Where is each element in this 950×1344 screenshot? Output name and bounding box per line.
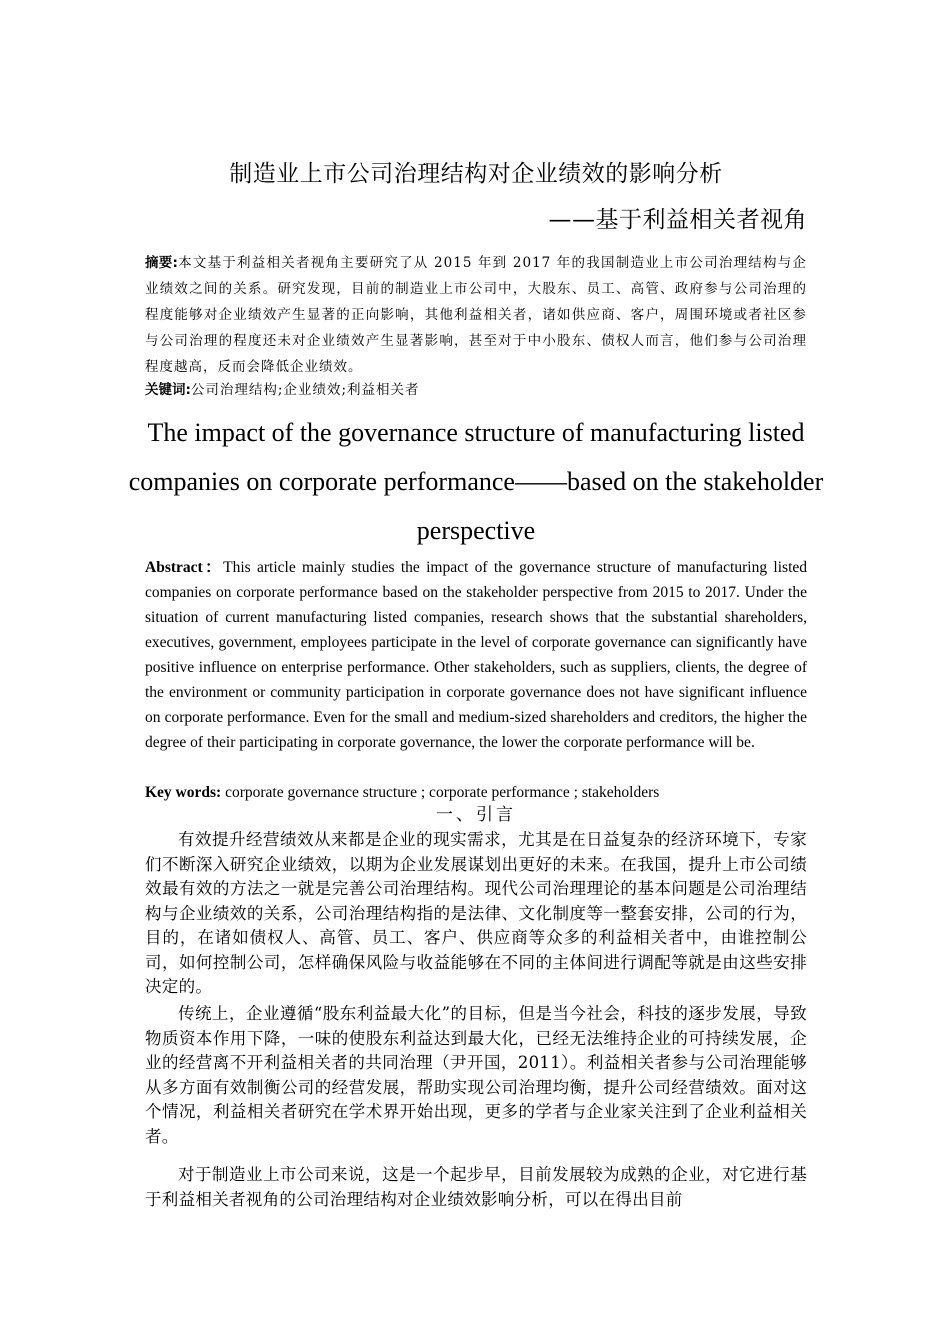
subtitle-chinese: ——基于利益相关者视角 <box>548 207 807 233</box>
abstract-english <box>145 555 807 755</box>
keywords-english-label: Key words: <box>145 784 222 801</box>
abstract-chinese <box>145 250 807 380</box>
title-chinese: 制造业上市公司治理结构对企业绩效的影响分析 <box>229 161 723 187</box>
abstract-english-text: This article mainly studies the impact of the governance structure of manufacturing listed companies on corporate performance based on the stakeholder perspective from 2015 to 2017. Under the situation of current manufacturing listed companies, research shows that the substantial shareholders, executives, government, employees participate in the level of corporate governance can significantly have positive influence on enterprise performance. Other stakeholders, such as suppliers, clients, the degree of the environment or community participation in corporate governance does not have significant influence on corporate performance. Even for the small and medium-sized shareholders and creditors, the higher the degree of their participating in corporate governance, the lower the corporate performance will be. <box>145 559 808 751</box>
keywords-chinese-text: 公司治理结构;企业绩效;利益相关者 <box>190 382 420 398</box>
title-english: The impact of the governance structure of manufacturing listed companies on corporate performance——based on the stakeholder perspective <box>128 418 824 545</box>
abstract-english-label: Abstract： <box>145 559 224 576</box>
section-heading-introduction: 一、引言 <box>436 805 516 825</box>
keywords-chinese-label: 关键词: <box>145 382 191 398</box>
abstract-chinese-text: 本文基于利益相关者视角主要研究了从 2015 年到 2017 年的我国制造业上市公司治理结构与企业绩效之间的关系。研究发现，目前的制造业上市公司中，大股东、员工、高管、政府参与公司治理的程度能够对企业绩效产生显著的正向影响，其他利益相关者，诸如供应商、客户，周围环境或者社区参与公司治理的程度还未对企业绩效产生显著影响，甚至对于中小股东、债权人而言，他们参与公司治理程度越高，反而会降低企业绩效。 <box>145 255 807 375</box>
keywords-chinese <box>145 379 807 401</box>
keywords-english-text: corporate governance structure ; corporate performance ; stakeholders <box>221 784 660 801</box>
body-paragraph: 有效提升经营绩效从来都是企业的现实需求，尤其是在日益复杂的经济环境下，专家们不断深入研究企业绩效，以期为企业发展谋划出更好的未来。在我国，提升上市公司绩效最有效的方法之一就是完善公司治理结构。现代公司治理理论的基本问题是公司治理结构与企业绩效的关系，公司治理结构指的是法律、文化制度等一整套安排，公司的行为，目的，在诸如债权人、高管、员工、客户、供应商等众多的利益相关者中，由谁控制公司，如何控制公司，怎样确保风险与收益能够在不同的主体间进行调配等就是由这些安排决定的。 <box>145 830 807 996</box>
body-paragraph: 传统上，企业遵循“股东利益最大化”的目标，但是当今社会，科技的逐步发展，导致物质资本作用下降，一味的使股东利益达到最大化，已经无法维持企业的可持续发展，企业的经营离不开利益相关者的共同治理（尹开国，2011）。利益相关者参与公司治理能够从多方面有效制衡公司的经营发展，帮助实现公司治理均衡，提升公司经营绩效。面对这个情况，利益相关者研究在学术界开始出现，更多的学者与企业家关注到了企业利益相关者。 <box>145 1004 807 1146</box>
abstract-chinese-label: 摘要: <box>145 255 178 271</box>
body-paragraph: 对于制造业上市公司来说，这是一个起步早，目前发展较为成熟的企业，对它进行基于利益相关者视角的公司治理结构对企业绩效影响分析，可以在得出目前 <box>145 1165 807 1209</box>
